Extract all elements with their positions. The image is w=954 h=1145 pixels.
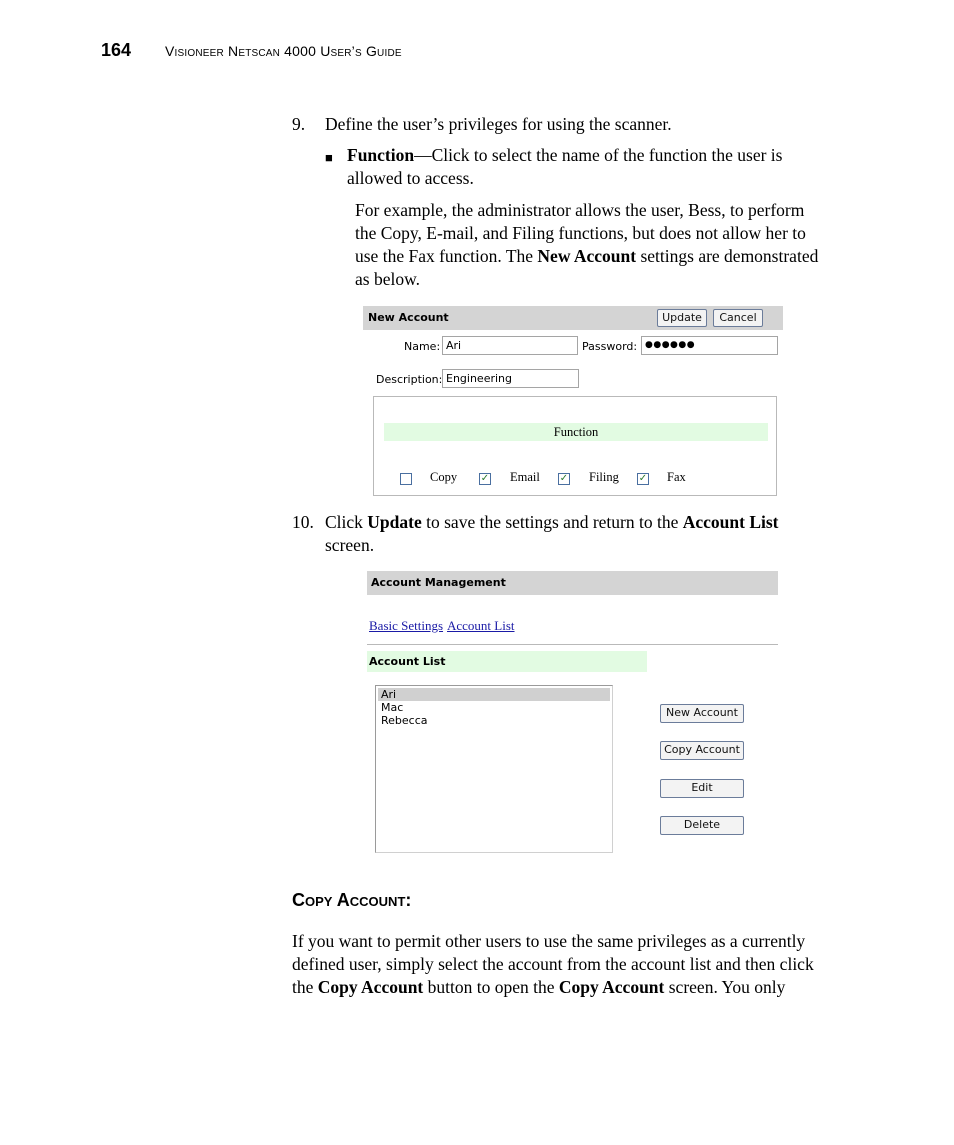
copy-line-3d: Copy Account	[558, 977, 665, 997]
email-checkbox[interactable]: ✓	[480, 473, 490, 484]
function-header: Function	[384, 423, 768, 441]
filing-checkbox[interactable]: ✓	[559, 473, 569, 484]
example-line-3c: settings are demonstrated	[636, 246, 819, 266]
cancel-button[interactable]: Cancel	[713, 309, 763, 327]
running-header-title: Visioneer Netscan 4000 User’s Guide	[165, 43, 402, 59]
copy-account-heading: Copy Account:	[292, 890, 412, 910]
copy-checkbox-label: Copy	[430, 470, 458, 484]
step-10-t1: Click	[325, 512, 368, 532]
account-item-rebecca[interactable]: Rebecca	[381, 714, 428, 727]
account-management-title-bar	[367, 571, 778, 595]
update-button[interactable]: Update	[657, 309, 707, 327]
page-number: 164	[101, 40, 132, 60]
account-list-header: Account List	[367, 651, 647, 672]
example-line-2: the Copy, E-mail, and Filing functions, but does not allow her to	[355, 223, 806, 243]
function-box	[373, 396, 777, 496]
fax-checkbox-label: Fax	[667, 470, 686, 484]
example-line-3a: use the Fax function. The	[355, 246, 538, 266]
step-9-text: Define the user’s privileges for using the scanner.	[325, 114, 672, 134]
name-label: Name:	[404, 340, 441, 353]
description-label: Description:	[376, 373, 443, 386]
step-10-number: 10.	[292, 512, 314, 532]
password-input[interactable]: ●●●●●●	[641, 336, 778, 355]
new-account-title: New Account	[368, 311, 449, 324]
copy-account-button[interactable]: Copy Account	[660, 741, 744, 760]
example-line-1: For example, the administrator allows the user, Bess, to perform	[355, 200, 805, 220]
example-line-4: as below.	[355, 269, 420, 289]
copy-line-3c: button to open the	[423, 977, 559, 997]
example-paragraph	[355, 199, 855, 291]
filing-checkbox-label: Filing	[589, 470, 619, 484]
copy-line-2: defined user, simply select the account from the account list and then click	[292, 954, 814, 974]
account-item-ari[interactable]: Ari	[378, 688, 610, 701]
account-list-link[interactable]: Account List	[447, 618, 515, 633]
copy-line-3b: Copy Account	[317, 977, 424, 997]
email-checkbox-label: Email	[510, 470, 540, 484]
function-bullet-text	[347, 144, 847, 190]
copy-account-paragraph	[292, 930, 862, 999]
account-listbox[interactable]	[375, 685, 613, 853]
copy-line-3a: the	[292, 977, 318, 997]
bullet-square-icon: ■	[325, 150, 333, 165]
password-label: Password:	[582, 340, 638, 353]
description-input[interactable]: Engineering	[442, 369, 579, 388]
copy-line-3e: screen. You only	[664, 977, 786, 997]
edit-button[interactable]: Edit	[660, 779, 744, 798]
step-10-t5: screen.	[325, 535, 375, 555]
name-input[interactable]: Ari	[442, 336, 578, 355]
function-term: Function	[347, 145, 415, 165]
basic-settings-link[interactable]: Basic Settings	[369, 618, 444, 633]
step-10-account-list: Account List	[682, 512, 779, 532]
delete-button[interactable]: Delete	[660, 816, 744, 835]
new-account-screenshot	[363, 306, 783, 498]
account-management-screenshot	[367, 571, 779, 855]
copy-checkbox[interactable]	[400, 473, 412, 485]
example-line-3b: New Account	[537, 246, 637, 266]
function-desc-1: —Click to select the name of the function the user is	[414, 145, 783, 165]
function-desc-2: allowed to access.	[347, 168, 474, 188]
account-management-title: Account Management	[371, 576, 506, 589]
step-9-number: 9.	[292, 114, 306, 134]
fax-checkbox[interactable]: ✓	[638, 473, 648, 484]
step-10-text	[325, 511, 850, 557]
new-account-button[interactable]: New Account	[660, 704, 744, 723]
step-10-t3: to save the settings and return to the	[421, 512, 683, 532]
account-item-mac[interactable]: Mac	[381, 701, 404, 714]
divider	[367, 644, 778, 645]
copy-line-1: If you want to permit other users to use the same privileges as a currently	[292, 931, 806, 951]
step-10-update: Update	[367, 512, 422, 532]
